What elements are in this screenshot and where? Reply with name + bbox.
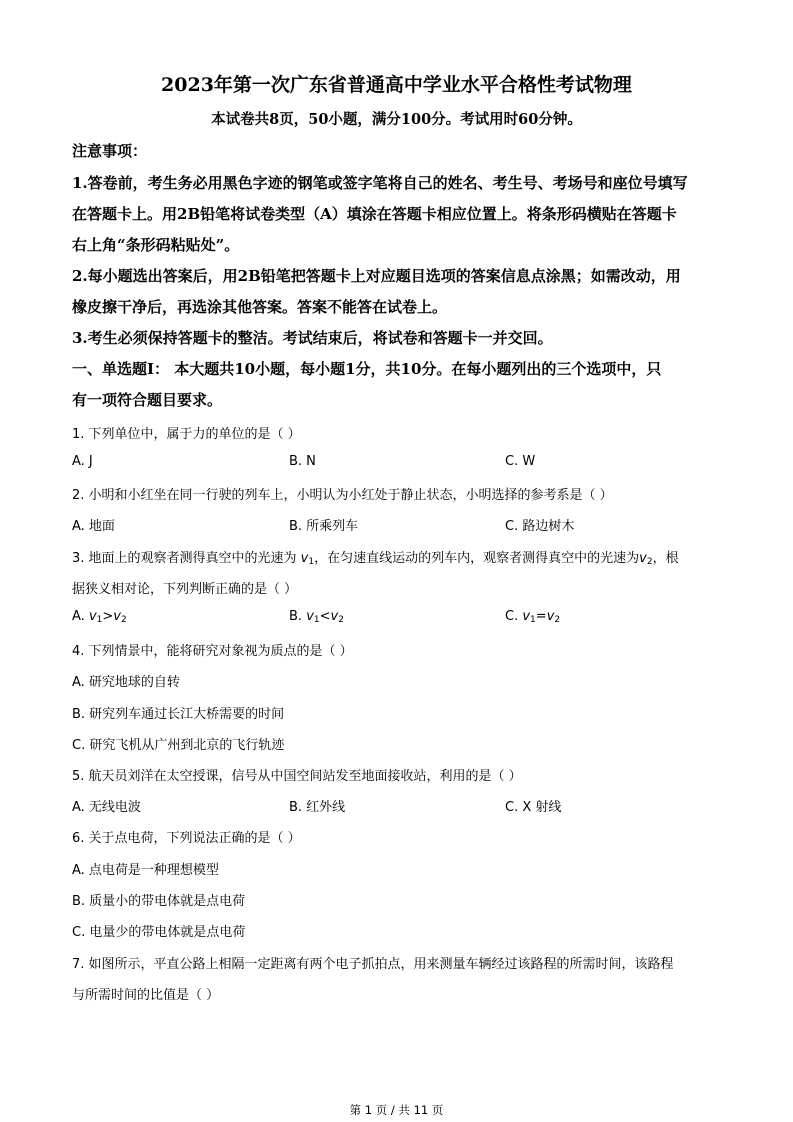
question-stem-cont: 据狭义相对论，下列判断正确的是（ ） bbox=[72, 582, 298, 597]
question-stem: 1. 下列单位中，属于力的单位的是（ ） bbox=[72, 427, 301, 442]
notice-line: 2.每小题选出答案后，用2B铅笔把答题卡上对应题目选项的答案信息点涂黑；如需改动，用 bbox=[72, 267, 681, 285]
option-a: A. 无线电波 bbox=[72, 800, 141, 815]
question-stem: 7. 如图所示，平直公路上相隔一定距离有两个电子抓拍点，用来测量车辆经过该路程的所需时间，该路程 bbox=[72, 957, 674, 972]
question-stem: 2. 小明和小红坐在同一行驶的列车上，小明认为小红处于静止状态，小明选择的参考系是（ ） bbox=[72, 488, 613, 503]
option-a: A. 研究地球的自转 bbox=[72, 675, 180, 690]
option-c: C. X 射线 bbox=[505, 800, 562, 815]
question-stem: 4. 下列情景中，能将研究对象视为质点的是（ ） bbox=[72, 644, 353, 659]
exam-info: 本试卷共8页，50小题，满分100分。考试用时60分钟。 bbox=[211, 111, 582, 128]
notice-line: 1.答卷前，考生务必用黑色字迹的钢笔或签字笔将自己的姓名、考生号、考场号和座位号填写 bbox=[72, 174, 688, 192]
option-b: B. N bbox=[289, 454, 316, 469]
option-c: C. $v_1=v_2$ bbox=[505, 609, 561, 625]
option-c: C. 路边树木 bbox=[505, 519, 575, 534]
notice-heading: 注意事项： bbox=[72, 142, 148, 160]
notice-line: 橡皮擦干净后，再选涂其他答案。答案不能答在试卷上。 bbox=[72, 298, 448, 316]
option-c: C. 研究飞机从广州到北京的飞行轨迹 bbox=[72, 738, 285, 753]
section-heading-cont: 有一项符合题目要求。 bbox=[72, 391, 223, 409]
option-a: A. 地面 bbox=[72, 519, 115, 534]
option-a: A. $v_1>v_2$ bbox=[72, 609, 127, 625]
option-c: C. 电量少的带电体就是点电荷 bbox=[72, 925, 246, 940]
notice-line: 在答题卡上。用2B铅笔将试卷类型（A）填涂在答题卡相应位置上。将条形码横贴在答题卡 bbox=[72, 205, 677, 223]
option-b: B. 研究列车通过长江大桥需要的时间 bbox=[72, 707, 285, 722]
option-b: B. $v_1<v_2$ bbox=[289, 609, 344, 625]
option-b: B. 所乘列车 bbox=[289, 519, 359, 534]
option-c: C. W bbox=[505, 454, 536, 469]
question-stem: 6. 关于点电荷，下列说法正确的是（ ） bbox=[72, 831, 301, 846]
page-title: 2023年第一次广东省普通高中学业水平合格性考试物理 bbox=[161, 74, 632, 96]
page-footer: 第 1 页 / 共 11 页 bbox=[349, 1103, 444, 1117]
question-stem: 3. 地面上的观察者测得真空中的光速为 $v_1$，在匀速直线运动的列车内，观察者测得真空中的光速为$v_2$，根 bbox=[72, 551, 679, 567]
option-a: A. 点电荷是一种理想模型 bbox=[72, 863, 219, 878]
notice-line: 3.考生必须保持答题卡的整洁。考试结束后，将试卷和答题卡一并交回。 bbox=[72, 329, 553, 347]
notice-line: 右上角“条形码粘贴处”。 bbox=[72, 236, 240, 254]
question-stem: 5. 航天员刘洋在太空授课，信号从中国空间站发至地面接收站，利用的是（ ） bbox=[72, 769, 522, 784]
option-a: A. J bbox=[72, 454, 93, 469]
question-stem-cont: 与所需时间的比值是（ ） bbox=[72, 988, 220, 1003]
section-heading: 一、单选题I： 本大题共10小题，每小题1分，共10分。在每小题列出的三个选项中，只 bbox=[72, 360, 662, 378]
option-b: B. 红外线 bbox=[289, 800, 346, 815]
option-b: B. 质量小的带电体就是点电荷 bbox=[72, 894, 246, 909]
